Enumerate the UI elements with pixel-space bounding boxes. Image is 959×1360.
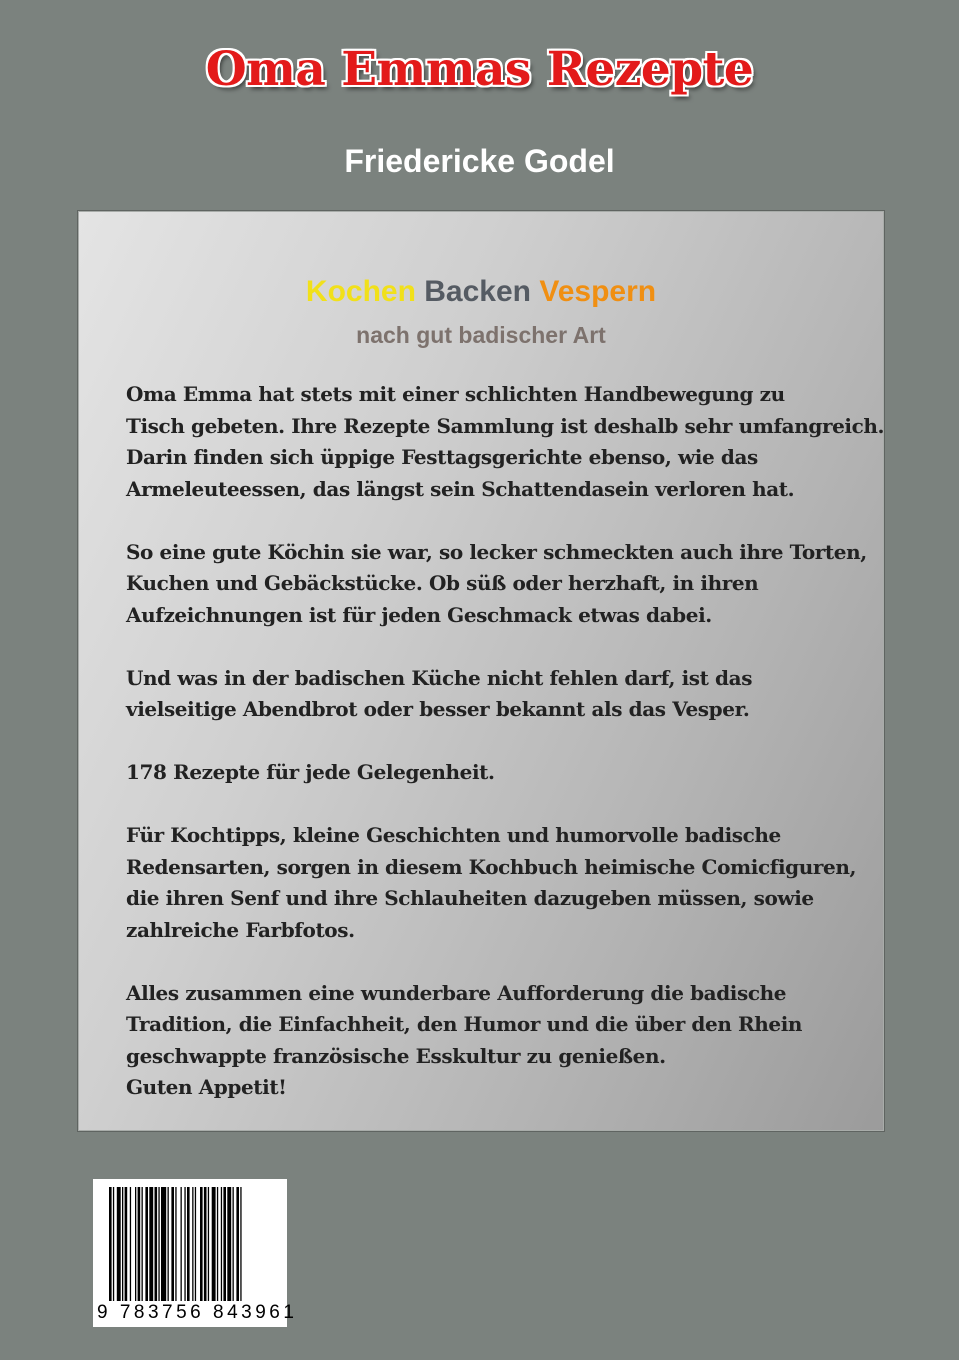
- text-line: vielseitige Abendbrot oder besser bekannt als das Vesper.: [126, 697, 750, 721]
- barcode-bar: [122, 1187, 123, 1301]
- barcode-bar: [227, 1187, 231, 1301]
- barcode-bar: [142, 1187, 143, 1301]
- barcode-bar: [204, 1187, 207, 1301]
- blurb-paragraph: [126, 379, 886, 505]
- barcode-bar: [187, 1187, 190, 1301]
- barcode-bar: [109, 1187, 112, 1301]
- barcode-bar: [217, 1187, 218, 1301]
- headline-vespern: Vespern: [539, 275, 657, 308]
- barcode-bar: [135, 1187, 136, 1301]
- barcode-bar: [168, 1187, 169, 1301]
- blurb-paragraph: [126, 537, 886, 632]
- text-line: So eine gute Köchin sie war, so lecker schmeckten auch ihre Torten,: [126, 539, 867, 564]
- barcode-bars: [109, 1187, 275, 1301]
- barcode-bar: [149, 1187, 153, 1301]
- blurb-paragraph: [126, 757, 886, 789]
- text-line: Und was in der badischen Küche nicht fehlen darf, ist das: [126, 665, 753, 690]
- barcode-bar: [161, 1187, 166, 1301]
- text-line: Oma Emma hat stets mit einer schlichten Handbewegung zu: [126, 382, 785, 406]
- blurb-text: [126, 379, 886, 1135]
- barcode-bar: [145, 1187, 148, 1301]
- barcode-bar: [208, 1187, 209, 1301]
- barcode-bar: [155, 1187, 158, 1301]
- blurb-paragraph: [126, 820, 886, 946]
- barcode-bar: [175, 1187, 176, 1301]
- blurb-paragraph: [126, 978, 886, 1104]
- book-title: Oma Emmas Rezepte: [205, 42, 754, 97]
- text-line: Redensarten, sorgen in diesem Kochbuch heimische Comicfiguren,: [126, 854, 857, 879]
- barcode-bar: [223, 1187, 226, 1301]
- text-line: Alles zusammen eine wunderbare Aufforderung die badische: [126, 980, 787, 1005]
- subheadline: nach gut badischer Art: [356, 322, 606, 348]
- barcode-bar: [221, 1187, 222, 1301]
- barcode-bar: [212, 1187, 216, 1301]
- text-line: Für Kochtipps, kleine Geschichten und humorvolle badische: [126, 823, 781, 847]
- barcode-bar: [200, 1187, 203, 1301]
- author-name: Friedericke Godel: [344, 143, 615, 179]
- barcode-bar: [117, 1187, 121, 1301]
- headline-backen: Backen: [424, 275, 531, 308]
- text-line: Tisch gebeten. Ihre Rezepte Sammlung ist deshalb sehr umfangreich.: [126, 413, 885, 438]
- barcode-bar: [195, 1187, 196, 1301]
- isbn-number: 9 783756 843961: [97, 1302, 298, 1323]
- barcode-bar: [158, 1187, 159, 1301]
- barcode-bar: [233, 1187, 234, 1301]
- text-line: Armeleuteessen, das längst sein Schattendasein verloren hat.: [126, 476, 795, 501]
- text-line: Tradition, die Einfachheit, den Humor und die über den Rhein: [126, 1012, 803, 1036]
- barcode: [93, 1179, 298, 1327]
- text-line: Kuchen und Gebäckstücke. Ob süß oder herzhaft, in ihren: [126, 571, 759, 595]
- headline: [78, 275, 884, 309]
- blurb-panel: [77, 210, 885, 1132]
- barcode-bar: [184, 1187, 185, 1301]
- text-line: Guten Appetit!: [126, 1075, 287, 1099]
- text-line: die ihren Senf und ihre Schlauheiten dazugeben müssen, sowie: [126, 886, 814, 910]
- barcode-bar: [192, 1187, 193, 1301]
- text-line: zahlreiche Farbfotos.: [126, 917, 355, 942]
- blurb-paragraph: [126, 663, 886, 726]
- barcode-bar: [125, 1187, 128, 1301]
- text-line: geschwappte französische Esskultur zu genießen.: [126, 1043, 666, 1068]
- barcode-bar: [171, 1187, 174, 1301]
- headline-kochen: Kochen: [305, 275, 416, 308]
- barcode-bar: [240, 1187, 241, 1301]
- text-line: 178 Rezepte für jede Gelegenheit.: [126, 760, 495, 784]
- barcode-bar: [113, 1187, 114, 1301]
- barcode-bar: [138, 1187, 141, 1301]
- barcode-bar: [181, 1187, 182, 1301]
- barcode-bar: [130, 1187, 131, 1301]
- text-line: Aufzeichnungen ist für jeden Geschmack etwas dabei.: [126, 602, 712, 627]
- text-line: Darin finden sich üppige Festtagsgerichte ebenso, wie das: [126, 445, 758, 469]
- barcode-bar: [236, 1187, 239, 1301]
